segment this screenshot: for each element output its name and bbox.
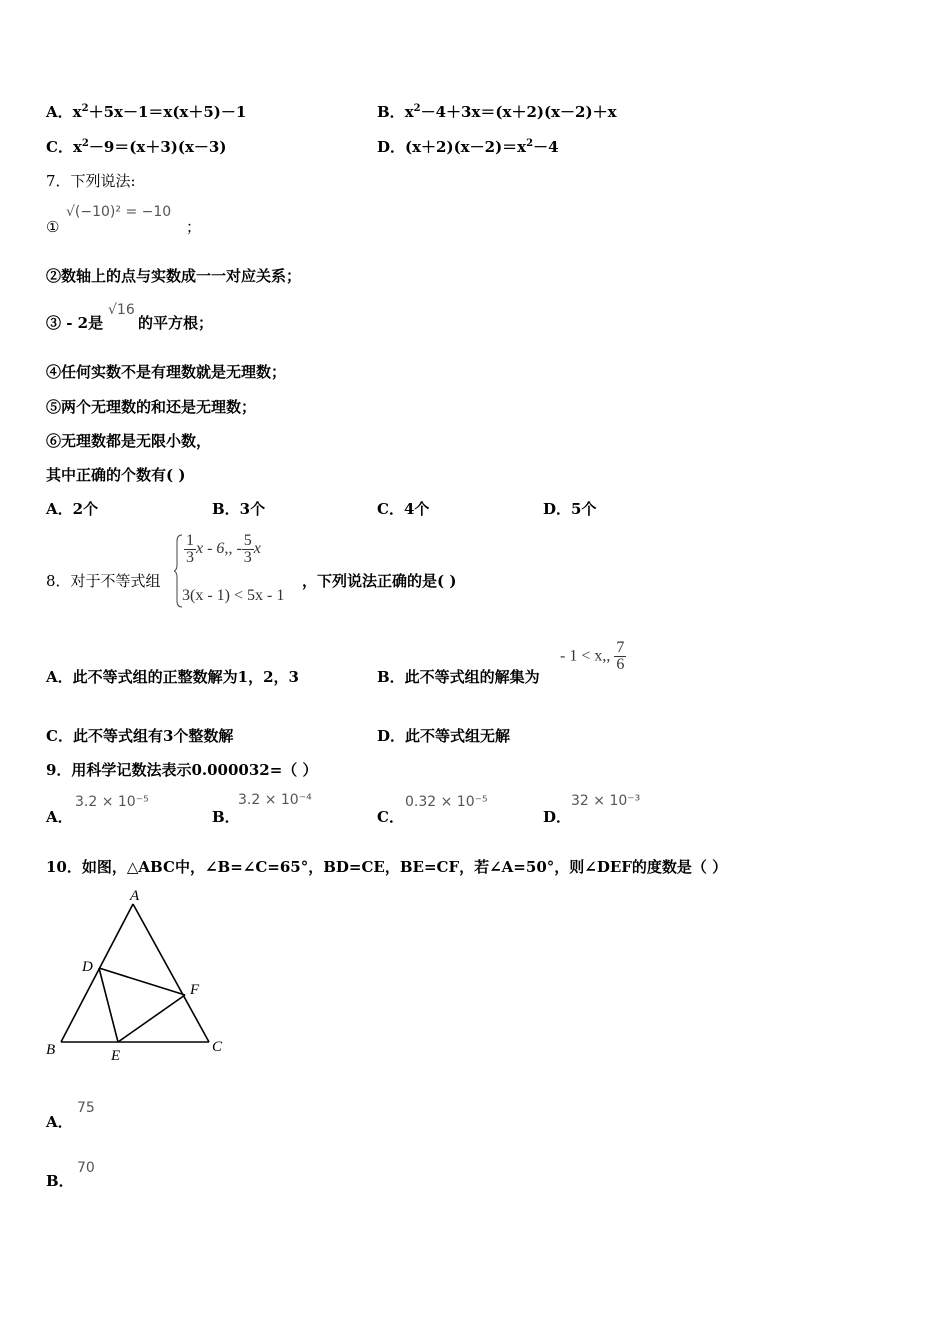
q8-option-b-formula: - 1 < x,, $\frac{7}{6}$	[560, 639, 625, 673]
figure-label-e: E	[111, 1048, 121, 1064]
q7-statement-2: ②数轴上的点与实数成一一对应关系；	[46, 267, 302, 285]
q8-option-c: C．此不等式组有3个整数解	[46, 727, 234, 745]
fraction-seven-sixths: $\frac{7}{6}$	[616, 639, 625, 673]
q9-option-b-label: B．	[212, 808, 240, 826]
q9-option-a-label: A．	[46, 808, 73, 826]
q7-statement-1-mark: ①	[46, 218, 60, 236]
q7-statement-3-post: 的平方根；	[138, 314, 214, 332]
q7-statement-3-formula: √16	[108, 302, 135, 318]
q7-option-d: D．5个	[543, 500, 597, 518]
fraction-five-thirds: $\frac{5}{3}$	[243, 532, 252, 566]
q8-stem-post: ，下列说法正确的是( )	[302, 572, 457, 590]
q7-statement-6: ⑥无理数都是无限小数，	[46, 432, 212, 450]
q9-option-d-formula: 32 × 10⁻³	[571, 793, 641, 809]
q10-option-b-label: B．	[46, 1172, 74, 1190]
q8-stem-pre: 8．对于不等式组	[46, 572, 161, 590]
q6-option-b: B．$x^2-4+3x=(x+2)(x-2)+x$	[377, 103, 617, 121]
q7-statement-1-formula: √(−10)² = −10	[66, 204, 172, 220]
q7-stem: 7．下列说法:	[46, 172, 136, 190]
inequality-line-2: 3(x - 1) < 5x - 1	[182, 587, 285, 604]
q8-option-d: D．此不等式组无解	[377, 727, 511, 745]
q9-stem: 9．用科学记数法表示0.000032=（ ）	[46, 761, 318, 779]
inequality-system	[174, 533, 302, 609]
q7-statement-3-pre: ③ - 2是	[46, 314, 104, 332]
q7-question: 其中正确的个数有( )	[46, 466, 186, 484]
q8-option-a: A．此不等式组的正整数解为1，2，3	[46, 668, 299, 686]
q10-option-b-value: 70	[77, 1160, 95, 1176]
q9-option-c-formula: 0.32 × 10⁻⁵	[405, 794, 488, 810]
q6-option-d: D．$(x+2)(x-2)=x^2-4$	[377, 138, 559, 156]
inequality-line-1: $\frac{1}{3}$ x - 6,, - $\frac{5}{3}$ x	[186, 532, 261, 566]
figure-label-d: D	[82, 959, 93, 975]
figure-label-b: B	[46, 1042, 56, 1058]
q10-stem: 10．如图，△ABC中，∠B=∠C=65°，BD=CE，BE=CF，若∠A=50°，则∠DEF的度数是（ ）	[46, 858, 728, 876]
q7-option-b: B．3个	[212, 500, 266, 518]
triangle-figure	[40, 882, 240, 1067]
q9-option-a-formula: 3.2 × 10⁻⁵	[75, 794, 149, 810]
q9-option-d-label: D．	[543, 808, 572, 826]
q6-option-c: C．$x^2-9=(x+3)(x-3)$	[46, 138, 227, 156]
figure-label-a: A	[130, 888, 140, 904]
figure-label-f: F	[190, 982, 200, 998]
q7-option-a: A．2个	[46, 500, 99, 518]
q8-option-b: B．此不等式组的解集为	[377, 668, 540, 686]
figure-label-c: C	[212, 1039, 223, 1055]
q7-option-c: C．4个	[377, 500, 430, 518]
q7-statement-1-end: ；	[186, 218, 202, 236]
q7-statement-4: ④任何实数不是有理数就是无理数；	[46, 363, 287, 381]
q9-option-c-label: C．	[377, 808, 404, 826]
q10-option-a-value: 75	[77, 1100, 95, 1116]
fraction-one-third: $\frac{1}{3}$	[186, 532, 194, 566]
q7-statement-5: ⑤两个无理数的和还是无理数；	[46, 398, 257, 416]
q10-option-a-label: A．	[46, 1113, 73, 1131]
q6-option-a: A．$x^2+5x-1=x(x+5)-1$	[46, 103, 247, 121]
q9-option-b-formula: 3.2 × 10⁻⁴	[238, 792, 312, 808]
